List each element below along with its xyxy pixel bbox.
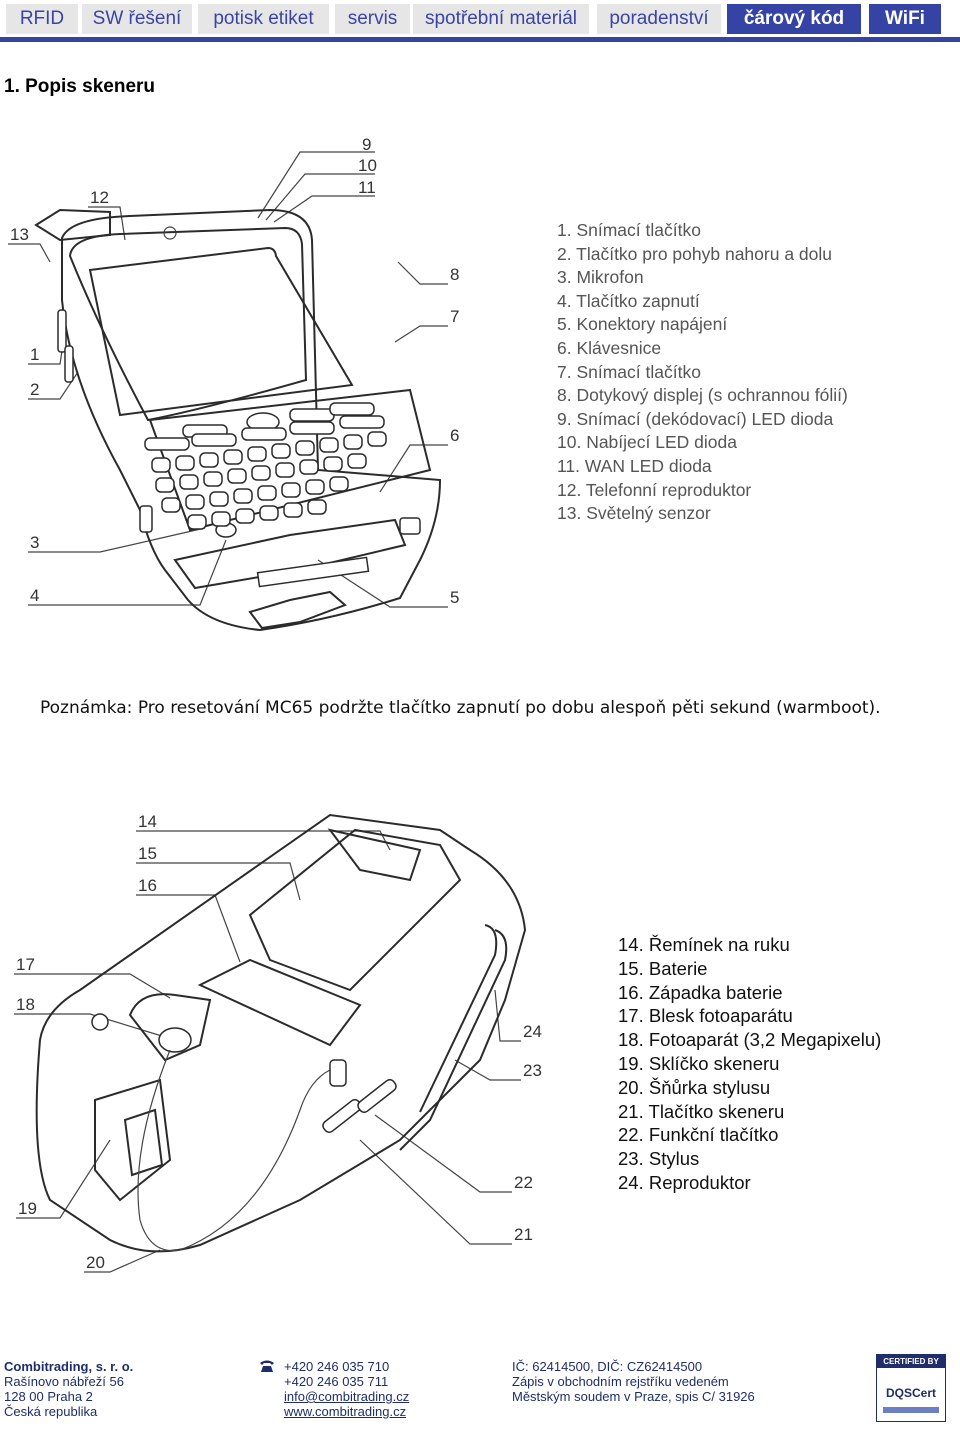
registry-line: IČ: 62414500, DIČ: CZ62414500 [512,1359,703,1374]
nav-poradenstvi[interactable]: poradenství [597,4,721,34]
list-item: 5. Konektory napájení [557,314,728,335]
callout-9: 9 [362,135,372,154]
website-link[interactable]: www.combitrading.cz [284,1404,407,1419]
address-line: Rašínovo nábřeží 56 [4,1374,124,1389]
device-back [37,815,525,1251]
list-item: 14. Řemínek na ruku [618,934,790,955]
list-item: 3. Mikrofon [557,267,644,288]
list-item: 13. Světelný senzor [557,503,711,524]
callout-12: 12 [90,188,109,207]
cert-brand: DQSCert [885,1386,936,1400]
list-item: 10. Nabíjecí LED dioda [557,432,737,453]
reset-note: Poznámka: Pro resetování MC65 podržte tlačítko zapnutí po dobu alespoň pěti sekund (warmboot). [40,698,881,718]
callout-23: 23 [523,1061,542,1080]
certification-logo [876,1354,946,1422]
callout-22: 22 [514,1173,533,1192]
cert-bar [883,1407,939,1413]
list-item: 18. Fotoaparát (3,2 Megapixelu) [618,1029,882,1051]
email-link[interactable]: info@combitrading.cz [284,1389,410,1404]
callout-8: 8 [450,265,460,284]
list-item: 6. Klávesnice [557,337,662,358]
callout-24: 24 [523,1022,542,1041]
list-item: 21. Tlačítko skeneru [618,1100,785,1122]
callout-14: 14 [138,812,157,831]
callout-3: 3 [30,533,40,552]
callout-11: 11 [358,178,376,197]
back-callouts [16,812,542,1272]
callout-18: 18 [16,995,35,1014]
phone-icon [259,1359,275,1373]
list-item: 12. Telefonní reproduktor [557,479,752,500]
callout-15: 15 [138,844,157,863]
list-item: 4. Tlačítko zapnutí [557,290,700,311]
nav-sw-reseni[interactable]: SW řešení [82,4,192,34]
callout-2: 2 [30,380,40,399]
callout-6: 6 [450,426,460,445]
list-item: 1. Snímací tlačítko [557,220,701,240]
footer-contact [284,1359,409,1419]
section-title: 1. Popis skeneru [4,76,156,97]
nav-servis[interactable]: servis [335,4,410,34]
list-item: 16. Západka baterie [618,981,783,1003]
nav-potisk-etiket[interactable]: potisk etiket [198,4,329,34]
list-item: 19. Sklíčko skeneru [618,1052,780,1074]
callout-13: 13 [10,225,29,244]
list-item: 15. Baterie [618,957,708,979]
nav-underline [0,37,960,42]
list-item: 2. Tlačítko pro pohyb nahoru a dolu [557,243,833,264]
address-line: Česká republika [4,1404,98,1419]
list-item: 9. Snímací (dekódovací) LED dioda [557,408,834,429]
footer-registry [512,1359,755,1404]
callout-20: 20 [86,1253,105,1272]
nav-spotrebni-material[interactable]: spotřební materiál [413,4,589,34]
callout-5: 5 [450,588,460,607]
list-item: 17. Blesk fotoaparátu [618,1005,793,1027]
list-item: 23. Stylus [618,1148,700,1170]
top-nav [0,0,960,40]
phone-number: +420 246 035 711 [284,1374,389,1389]
front-parts-list [557,219,848,526]
callout-16: 16 [138,876,157,895]
callout-17: 17 [16,955,35,974]
callout-1: 1 [30,345,40,364]
back-parts-list [618,933,881,1195]
scanner-back-diagram [0,805,620,1280]
phone-number: +420 246 035 710 [284,1359,390,1374]
nav-carovy-kod[interactable]: čárový kód [727,4,861,34]
nav-wifi[interactable]: WiFi [869,4,941,34]
list-item: 8. Dotykový displej (s ochrannou fólií) [557,385,848,406]
list-item: 7. Snímací tlačítko [557,361,701,382]
company-name: Combitrading, s. r. o. [4,1359,134,1374]
callout-19: 19 [18,1199,37,1218]
back-leader-lines [14,831,521,1272]
list-item: 24. Reproduktor [618,1171,751,1193]
callout-10: 10 [358,156,377,175]
cert-header: CERTIFIED BY [877,1355,945,1368]
address-line: 128 00 Praha 2 [4,1389,93,1404]
footer-address [4,1359,133,1419]
list-item: 11. WAN LED dioda [557,455,712,476]
registry-line: Městským soudem v Praze, spis C/ 31926 [512,1389,755,1404]
front-leader-lines [8,152,448,607]
nav-rfid[interactable]: RFID [6,4,78,34]
callout-7: 7 [450,307,460,326]
callout-21: 21 [514,1225,533,1244]
callout-4: 4 [30,586,40,605]
registry-line: Zápis v obchodním rejstříku vedeném [512,1374,729,1389]
list-item: 22. Funkční tlačítko [618,1124,779,1146]
list-item: 20. Šňůrka stylusu [618,1076,771,1098]
scanner-front-diagram [0,135,560,635]
